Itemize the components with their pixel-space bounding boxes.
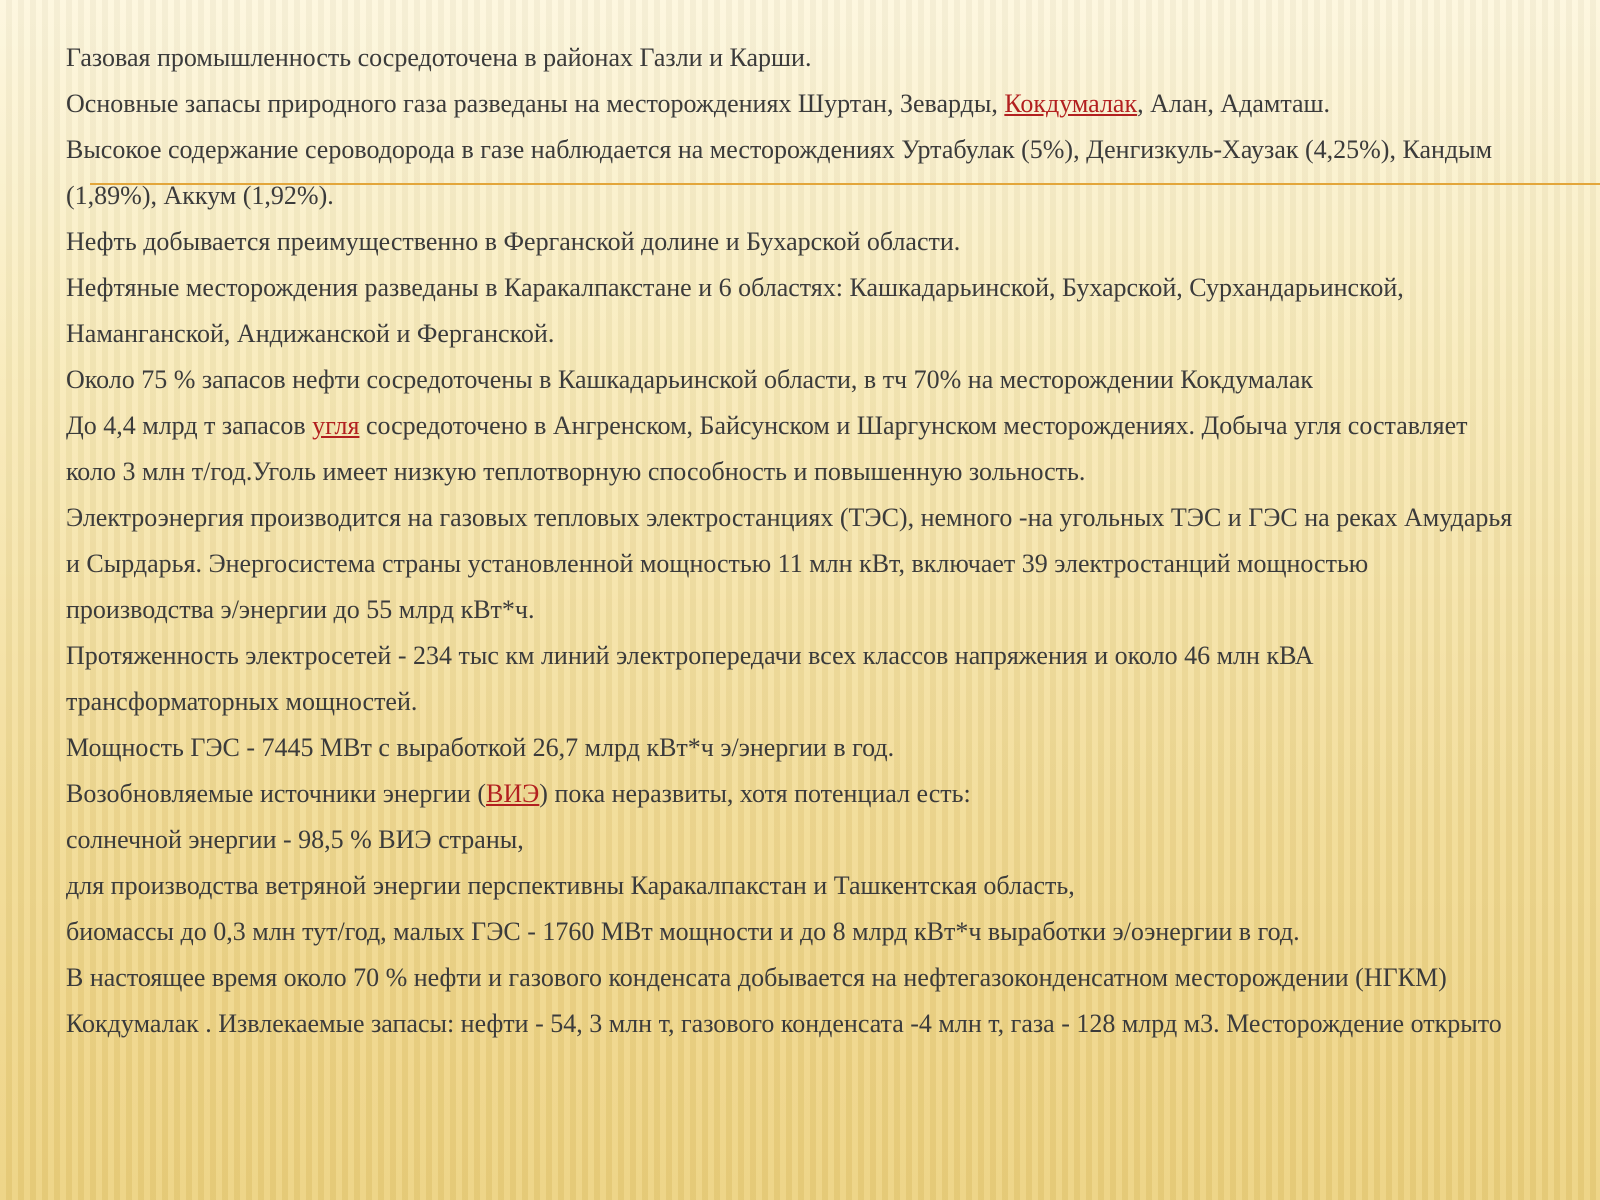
paragraph	[66, 90, 1566, 118]
paragraph-text: коло 3 млн т/год.Уголь имеет низкую теплотворную способность и повышенную зольность.	[66, 457, 1086, 486]
paragraph	[66, 826, 1566, 854]
paragraph-text: Газовая промышленность сосредоточена в районах Газли и Карши.	[66, 43, 812, 72]
paragraph-text: Нефтяные месторождения разведаны в Каракалпакстане и 6 областях: Кашкадарьинской, Бухарской, Сурхандарьинской,	[66, 273, 1404, 302]
paragraph	[66, 780, 1566, 808]
paragraph-text: сосредоточено в Ангренском, Байсунском и Шаргунском месторождениях. Добыча угля составляет	[359, 411, 1468, 440]
paragraph-text: Около 75 % запасов нефти сосредоточены в Кашкадарьинской области, в тч 70% на месторождении Кокдумалак	[66, 365, 1314, 394]
paragraph-text: В настоящее время около 70 % нефти и газового конденсата добывается на нефтегазоконденсатном месторождении (НГКМ)	[66, 963, 1447, 992]
paragraph-text: Возобновляемые источники энергии (	[66, 779, 486, 808]
paragraph-text: Протяженность электросетей - 234 тыс км линий электропередачи всех классов напряжения и около 46 млн кВА	[66, 641, 1314, 670]
paragraph-text: солнечной энергии - 98,5 % ВИЭ страны,	[66, 825, 524, 854]
paragraph	[66, 642, 1566, 670]
paragraph-text: Нефть добывается преимущественно в Ферганской долине и Бухарской области.	[66, 227, 961, 256]
paragraph	[66, 964, 1566, 992]
paragraph	[66, 366, 1566, 394]
paragraph-text: Высокое содержание сероводорода в газе наблюдается на месторождениях Уртабулак (5%), Денгизкуль-Хаузак (4,25%), Кандым	[66, 135, 1493, 164]
paragraph-text: и Сырдарья. Энергосистема страны установленной мощностью 11 млн кВт, включает 39 электростанций мощностью	[66, 549, 1369, 578]
paragraph	[66, 182, 1566, 210]
slide-body-text	[66, 44, 1566, 1056]
paragraph	[66, 1010, 1566, 1038]
paragraph	[66, 458, 1566, 486]
hyperlink[interactable]: Кокдумалак	[1004, 89, 1138, 118]
paragraph	[66, 688, 1566, 716]
paragraph	[66, 872, 1566, 900]
paragraph-text: До 4,4 млрд т запасов	[66, 411, 313, 440]
paragraph-text: Основные запасы природного газа разведаны на месторождениях Шуртан, Зеварды,	[66, 89, 1005, 118]
paragraph-text: трансформаторных мощностей.	[66, 687, 418, 716]
paragraph-text: биомассы до 0,3 млн тут/год, малых ГЭС - 1760 МВт мощности и до 8 млрд кВт*ч выработки э/оэнергии в год.	[66, 917, 1300, 946]
paragraph-text: производства э/энергии до 55 млрд кВт*ч.	[66, 595, 535, 624]
paragraph-text: ) пока неразвиты, хотя потенциал есть:	[539, 779, 971, 808]
paragraph-text: для производства ветряной энергии перспективны Каракалпакстан и Ташкентская область,	[66, 871, 1075, 900]
paragraph-text: Наманганской, Андижанской и Ферганской.	[66, 319, 555, 348]
paragraph-text: (1,89%), Аккум (1,92%).	[66, 181, 334, 210]
paragraph	[66, 274, 1566, 302]
paragraph	[66, 136, 1566, 164]
paragraph-text: Электроэнергия производится на газовых тепловых электростанциях (ТЭС), немного -на угольных ТЭС и ГЭС на реках Амударья	[66, 503, 1513, 532]
paragraph-text: , Алан, Адамташ.	[1137, 89, 1331, 118]
paragraph	[66, 734, 1566, 762]
paragraph-text: Мощность ГЭС - 7445 МВт с выработкой 26,7 млрд кВт*ч э/энергии в год.	[66, 733, 895, 762]
hyperlink[interactable]: ВИЭ	[486, 779, 540, 808]
paragraph	[66, 44, 1566, 72]
paragraph	[66, 550, 1566, 578]
paragraph	[66, 412, 1566, 440]
paragraph-text: Кокдумалак . Извлекаемые запасы: нефти - 54, 3 млн т, газового конденсата -4 млн т, газа - 128 млрд м3. Месторождение открыто	[66, 1009, 1502, 1038]
paragraph	[66, 228, 1566, 256]
paragraph	[66, 504, 1566, 532]
paragraph	[66, 918, 1566, 946]
paragraph	[66, 596, 1566, 624]
paragraph	[66, 320, 1566, 348]
hyperlink[interactable]: угля	[312, 411, 360, 440]
